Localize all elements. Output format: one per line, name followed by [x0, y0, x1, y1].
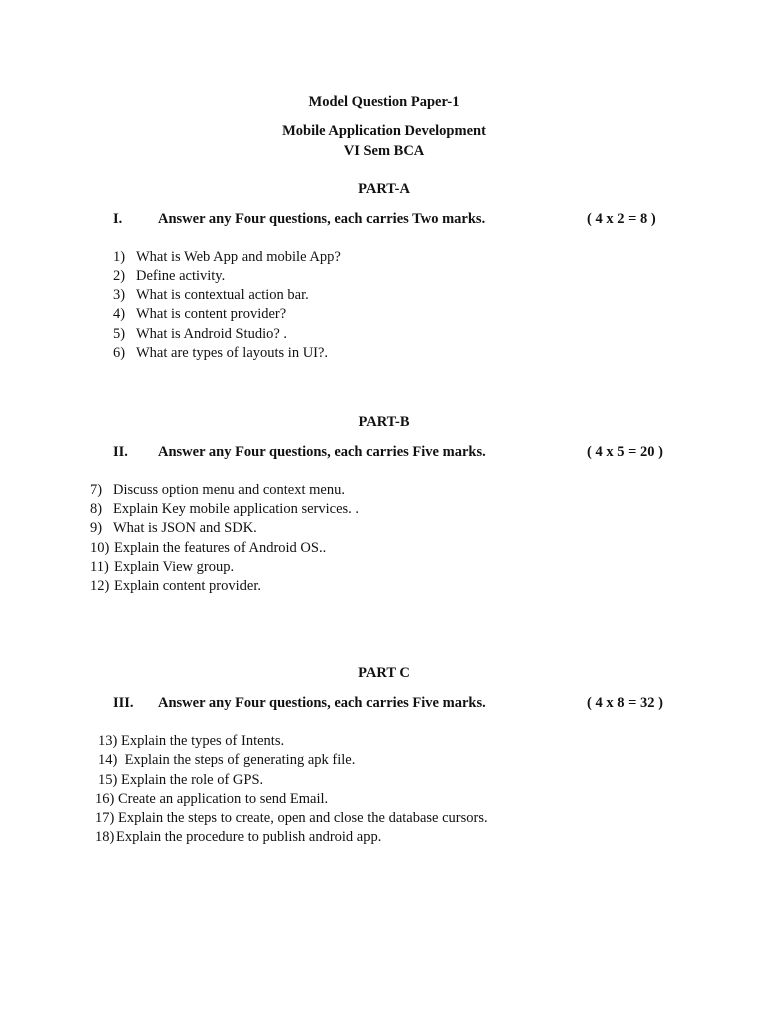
question-number: 4) — [113, 306, 126, 322]
part-a-instruction: Answer any Four questions, each carries Two marks. — [158, 211, 486, 227]
question-number: 6) — [113, 345, 126, 361]
part-c-marks: ( 4 x 8 = 32 ) — [587, 695, 663, 711]
question-text: Explain content provider. — [114, 578, 261, 594]
question-text: What is Android Studio? . — [136, 326, 288, 342]
question-text: Discuss option menu and context menu. — [113, 482, 345, 498]
part-b-roman: II. — [113, 444, 128, 460]
question-text: What is Web App and mobile App? — [136, 249, 341, 265]
subject-title: Mobile Application Development — [282, 123, 486, 139]
question-text: What is contextual action bar. — [136, 287, 309, 303]
question-text: Explain the role of GPS. — [121, 772, 264, 788]
class-title: VI Sem BCA — [343, 143, 425, 159]
part-b-instruction: Answer any Four questions, each carries Five marks. — [158, 444, 486, 460]
question-number: 1) — [113, 249, 126, 265]
part-c-heading: PART C — [358, 665, 410, 681]
question-text: Explain the procedure to publish android app. — [116, 829, 382, 845]
question-number: 14) — [98, 752, 118, 768]
question-text: What is content provider? — [136, 306, 287, 322]
question-number: 16) — [95, 791, 115, 807]
question-number: 2) — [113, 268, 126, 284]
question-text: Explain the steps of generating apk file. — [121, 752, 356, 768]
question-number: 9) — [90, 520, 103, 536]
part-a-roman: I. — [113, 211, 123, 227]
question-text: Explain the types of Intents. — [121, 733, 285, 749]
question-number: 15) — [98, 772, 118, 788]
question-number: 13) — [98, 733, 118, 749]
paper-title: Model Question Paper-1 — [308, 94, 460, 110]
part-a-marks: ( 4 x 2 = 8 ) — [587, 211, 656, 227]
question-text: What are types of layouts in UI?. — [136, 345, 329, 361]
question-text: Explain Key mobile application services. . — [113, 501, 360, 517]
part-a-heading: PART-A — [358, 181, 410, 197]
part-c-roman: III. — [113, 695, 134, 711]
question-number: 7) — [90, 482, 103, 498]
question-number: 8) — [90, 501, 103, 517]
part-b-heading: PART-B — [358, 414, 410, 430]
question-text: Explain View group. — [114, 559, 235, 575]
question-number: 10) — [90, 540, 110, 556]
question-number: 18) — [95, 829, 115, 845]
question-text: Explain the steps to create, open and close the database cursors. — [118, 810, 488, 826]
question-number: 3) — [113, 287, 126, 303]
question-number: 12) — [90, 578, 110, 594]
part-b-marks: ( 4 x 5 = 20 ) — [587, 444, 663, 460]
question-text: What is JSON and SDK. — [113, 520, 257, 536]
question-text: Define activity. — [136, 268, 226, 284]
question-number: 5) — [113, 326, 126, 342]
question-text: Create an application to send Email. — [118, 791, 329, 807]
question-number: 11) — [90, 559, 109, 575]
question-text: Explain the features of Android OS.. — [114, 540, 327, 556]
part-c-instruction: Answer any Four questions, each carries Five marks. — [158, 695, 486, 711]
question-number: 17) — [95, 810, 115, 826]
